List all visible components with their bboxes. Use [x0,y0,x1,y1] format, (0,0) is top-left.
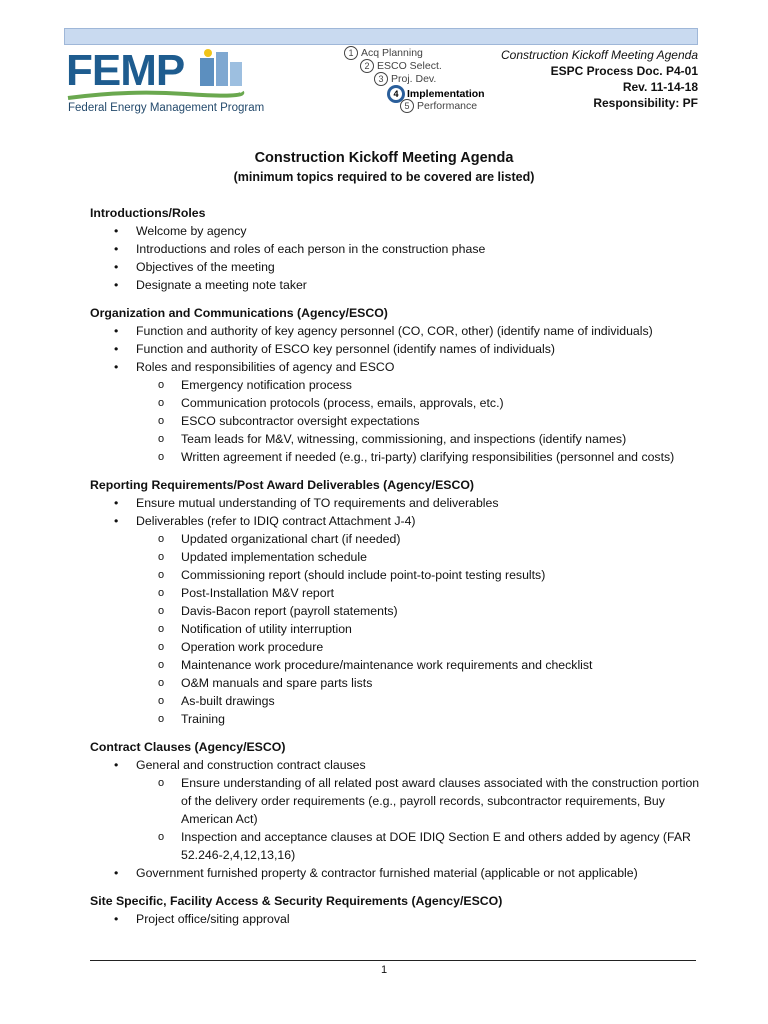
sub-list-item: o Ensure understanding of all related post award clauses associated with the construction portion of the delivery order requirements (e.g., payroll records, subcontractor requirements, Buy American Act) [136,774,710,828]
step-label: Implementation [407,87,485,100]
section-heading: Site Specific, Facility Access & Security Requirements (Agency/ESCO) [90,894,503,908]
sub-list-item: o Written agreement if needed (e.g., tri-party) clarifying responsibilities (personnel and costs) [136,448,710,466]
step-2 [360,59,442,73]
header-bar [64,28,698,45]
doc-code: ESPC Process Doc. P4-01 [550,64,698,78]
bullet-list [90,322,710,466]
list-item: • Government furnished property & contractor furnished material (applicable or not applicable) [90,864,710,882]
page-title: Construction Kickoff Meeting Agenda [254,150,514,166]
list-item-text: Roles and responsibilities of agency and ESCO [136,360,395,374]
step-label: Proj. Dev. [391,72,437,85]
step-label: Performance [417,99,478,112]
page-number: 1 [380,964,388,976]
logo-subtitle: Federal Energy Management Program [68,102,265,114]
step-label: ESCO Select. [377,59,442,72]
document-info [501,47,698,111]
header-doc-title: Construction Kickoff Meeting Agenda [501,48,698,62]
sub-list-item: o Communication protocols (process, emails, approvals, etc.) [136,394,710,412]
list-item: • Project office/siting approval [90,910,710,928]
sub-list-item: o ESCO subcontractor oversight expectations [136,412,710,430]
sub-list-item: o Updated organizational chart (if needed) [136,530,710,548]
bullet-list [90,222,710,294]
list-item [90,756,710,864]
sub-list-item: o As-built drawings [136,692,710,710]
section-heading: Organization and Communications (Agency/ESCO) [90,306,388,320]
sub-list-item: o Team leads for M&V, witnessing, commissioning, and inspections (identify names) [136,430,710,448]
responsibility: Responsibility: PF [593,96,698,110]
agenda-content [90,204,710,928]
sub-list-item: o Maintenance work procedure/maintenance work requirements and checklist [136,656,710,674]
sub-list [136,774,710,864]
bullet-list [90,494,710,728]
list-item: • Designate a meeting note taker [90,276,710,294]
section-heading: Introductions/Roles [90,206,206,220]
step-label: Acq Planning [361,46,423,59]
sub-list-item: o Training [136,710,710,728]
sub-list-item: o Emergency notification process [136,376,710,394]
step-number: 1 [344,46,358,60]
step-number: 5 [400,99,414,113]
sub-list-item: o O&M manuals and spare parts lists [136,674,710,692]
step-5 [400,99,477,113]
list-item: • Welcome by agency [90,222,710,240]
list-item: • Function and authority of key agency personnel (CO, COR, other) (identify name of individuals) [90,322,710,340]
logo-swoosh-icon [66,88,246,102]
step-number: 2 [360,59,374,73]
page-subtitle: (minimum topics required to be covered are listed) [233,170,535,184]
sub-list-item: o Davis-Bacon report (payroll statements) [136,602,710,620]
step-3 [374,72,436,86]
sub-list-item: o Inspection and acceptance clauses at DOE IDIQ Section E and others added by agency (FAR 52.246-2,4,12,13,16) [136,828,710,864]
bullet-list [90,756,710,882]
sub-list-item: o Notification of utility interruption [136,620,710,638]
process-steps [344,46,494,116]
list-item: • Introductions and roles of each person in the construction phase [90,240,710,258]
sub-list-item: o Operation work procedure [136,638,710,656]
logo-text: FEMP [66,46,185,95]
sub-list-item: o Commissioning report (should include point-to-point testing results) [136,566,710,584]
footer-divider [90,960,696,961]
bullet-list [90,910,710,928]
sub-list [136,530,710,728]
femp-logo [66,44,265,118]
revision: Rev. 11-14-18 [622,80,698,94]
list-item: • Function and authority of ESCO key personnel (identify names of individuals) [90,340,710,358]
sub-list-item: o Updated implementation schedule [136,548,710,566]
list-item-text: General and construction contract clauses [136,758,366,772]
step-1 [344,46,423,60]
sub-list-item: o Post-Installation M&V report [136,584,710,602]
sub-list [136,376,710,466]
building-icon [194,48,246,88]
section-heading: Contract Clauses (Agency/ESCO) [90,740,286,754]
step-number: 3 [374,72,388,86]
section-heading: Reporting Requirements/Post Award Deliverables (Agency/ESCO) [90,478,475,492]
list-item [90,512,710,728]
step-number: 4 [388,86,404,102]
list-item: • Ensure mutual understanding of TO requirements and deliverables [90,494,710,512]
list-item [90,358,710,466]
list-item-text: Deliverables (refer to IDIQ contract Attachment J-4) [136,514,416,528]
list-item: • Objectives of the meeting [90,258,710,276]
